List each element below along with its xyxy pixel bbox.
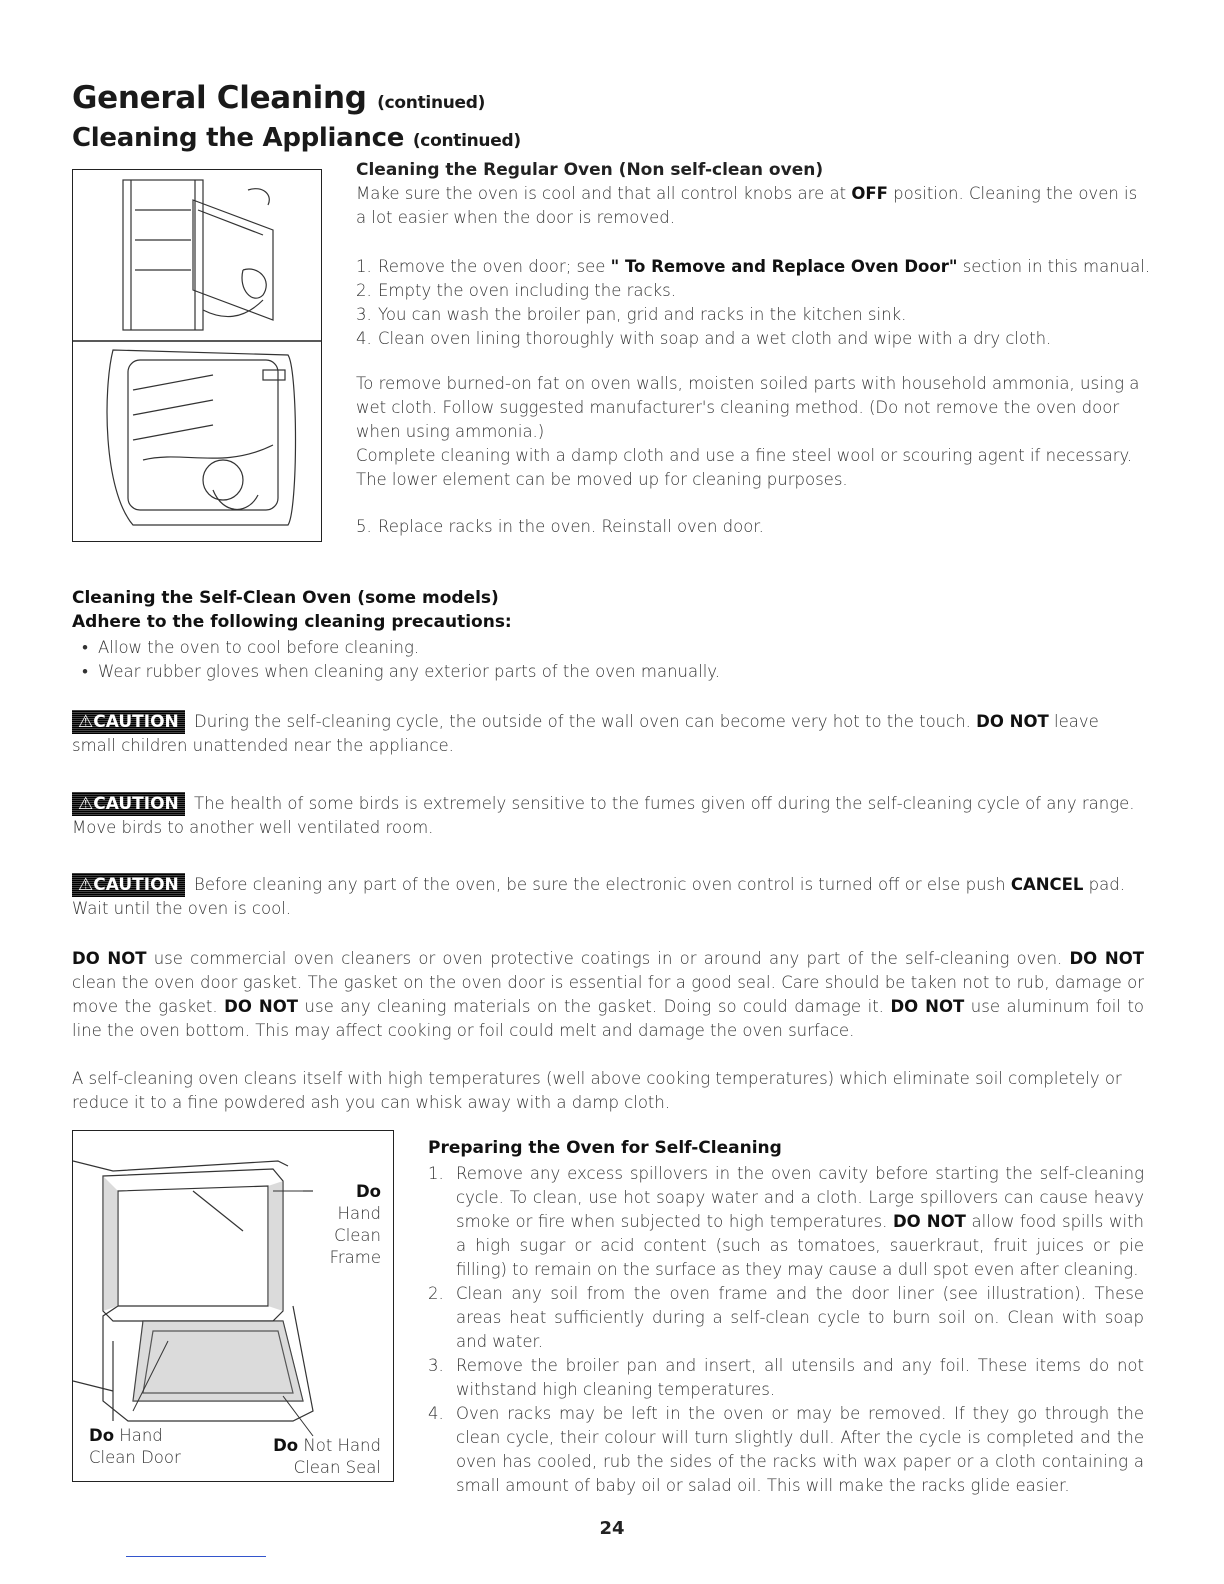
preparing-steps (428, 1162, 1144, 1498)
warning-triangle-icon: ⚠ (78, 794, 94, 814)
self-clean-heading: Cleaning the Self-Clean Oven (some models) (72, 588, 499, 608)
self-clean-areas-illustration (72, 1130, 394, 1482)
regular-oven-heading: Cleaning the Regular Oven (Non self-clean oven) (356, 160, 824, 180)
do-not-paragraph: DO NOT use commercial oven cleaners or oven protective coatings in or around any part of the self-cleaning oven. DO NOT clean the oven door gasket. The gasket on the oven door is essential for a good seal. Care should be taken not to rub, damage or move the gasket. DO NOT use any cleaning materials on the gasket. Doing so could damage it. DO NOT use aluminum foil to line the oven bottom. This may affect cooking or foil could melt and damage the oven surface. (72, 949, 1145, 1040)
complete-cleaning-paragraph: Complete cleaning with a damp cloth and use a fine steel wool or scouring agent if necessary. The lower element can be moved up for cleaning purposes. (356, 446, 1133, 489)
caution-3: ⚠CAUTION Before cleaning any part of the oven, be sure the electronic oven control is turned off or else push CANCEL pad. Wait until the oven is cool. (72, 875, 1125, 918)
warning-triangle-icon: ⚠ (78, 712, 94, 732)
oven-door-removal-illustration (72, 169, 322, 542)
list-item: 1. Remove the oven door; see " To Remove and Replace Oven Door" section in this manual. (356, 257, 1151, 276)
do-hand-clean-door-label: Do Hand Clean Door (89, 1426, 181, 1467)
list-item: 3. Remove the broiler pan and insert, all utensils and any foil. These items do not withstand high cleaning temperatures. (428, 1356, 1144, 1399)
list-item: 4. Oven racks may be left in the oven or may be removed. If they go through the clean cycle, their colour will turn slightly dull. After the cycle is completed and the oven has cooled, rub the sides of the racks with wax paper or a cloth containing a small amount of baby oil or salad oil. This will make the racks glide easier. (428, 1404, 1144, 1495)
caution-2: ⚠CAUTION The health of some birds is extremely sensitive to the fumes given off during the self-cleaning cycle of any range. Move birds to another well ventilated room. (72, 794, 1135, 837)
subtitle-suffix: (continued) (412, 131, 521, 151)
list-item: 2. Empty the oven including the racks. (356, 281, 676, 300)
bullet-icon: • (82, 662, 88, 681)
warning-triangle-icon: ⚠ (78, 875, 94, 895)
caution-badge: ⚠CAUTION (72, 873, 185, 897)
do-not-hand-clean-seal-label: Do Not Hand Clean Seal (273, 1436, 381, 1477)
caution-badge: ⚠CAUTION (72, 792, 185, 816)
caution-badge: ⚠CAUTION (72, 710, 185, 734)
list-item: • Allow the oven to cool before cleaning. (72, 636, 972, 660)
list-item: • Wear rubber gloves when cleaning any exterior parts of the oven manually. (72, 660, 972, 684)
precautions-list (72, 636, 972, 684)
oven-illustration-svg (73, 170, 321, 541)
caution-1: ⚠CAUTION During the self-cleaning cycle, the outside of the wall oven can become very hot to the touch. DO NOT leave small children unattended near the appliance. (72, 712, 1099, 755)
regular-oven-steps (356, 255, 1156, 351)
list-item: 2. Clean any soil from the oven frame and the door liner (see illustration). These areas heat sufficiently during a self-clean cycle to burn soil on. Clean with soap and water. (428, 1284, 1144, 1351)
list-item: 3. You can wash the broiler pan, grid and racks in the kitchen sink. (356, 305, 907, 324)
preparing-heading: Preparing the Oven for Self-Cleaning (428, 1138, 782, 1158)
page-subtitle: Cleaning the Appliance (continued) (72, 123, 521, 153)
page-number: 24 (599, 1518, 625, 1539)
self-clean-description: A self-cleaning oven cleans itself with high temperatures (well above cooking temperatures) which eliminate soil completely or reduce it to a fine powdered ash you can whisk away with a damp cloth. (72, 1069, 1122, 1112)
bullet-icon: • (82, 638, 88, 657)
precautions-heading: Adhere to the following cleaning precautions: (72, 612, 512, 632)
list-item: 4. Clean oven lining thoroughly with soap and a wet cloth and wipe with a dry cloth. (356, 329, 1052, 348)
footer-rule (126, 1556, 266, 1557)
do-hand-clean-frame-label: Do Hand Clean Frame (329, 1182, 381, 1267)
page-title: General Cleaning (continued) (72, 80, 486, 116)
step-5: 5. Replace racks in the oven. Reinstall oven door. (356, 517, 764, 536)
ammonia-paragraph: To remove burned-on fat on oven walls, moisten soiled parts with household ammonia, using a wet cloth. Follow suggested manufacturer's cleaning method. (Do not remove the oven door when using ammonia.) (356, 374, 1140, 441)
list-item: 1. Remove any excess spillovers in the oven cavity before starting the self-cleaning cycle. To clean, use hot soapy water and a cloth. Large spillovers can cause heavy smoke or fire when subjected to high temperatures. DO NOT allow food spills with a high sugar or acid content (such as tomatoes, sauerkraut, fruit juices or pie filling) to remain on the surface as they may cause a dull spot even after cleaning. (428, 1164, 1145, 1279)
regular-oven-intro: Make sure the oven is cool and that all control knobs are at OFF position. Cleaning the oven is a lot easier when the door is removed. (356, 184, 1138, 227)
title-suffix: (continued) (377, 93, 486, 113)
